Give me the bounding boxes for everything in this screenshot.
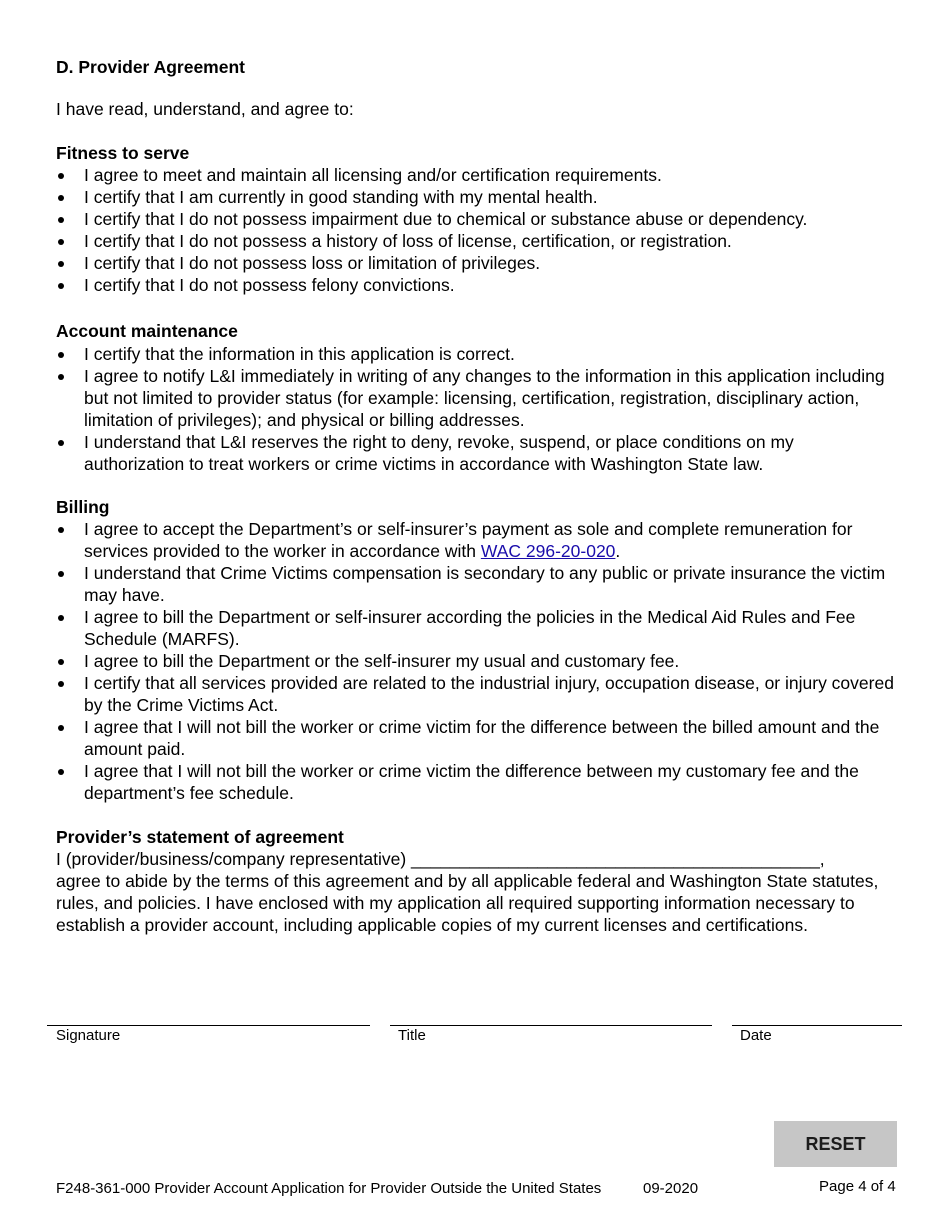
statement-heading: Provider’s statement of agreement — [56, 827, 344, 847]
reset-button[interactable]: RESET — [774, 1121, 897, 1167]
billing-heading: Billing — [56, 497, 110, 517]
footer-page: Page 4 of 4 — [819, 1178, 896, 1195]
intro-text: I have read, understand, and agree to: — [56, 99, 354, 119]
fitness-heading: Fitness to serve — [56, 143, 190, 163]
billing-item-end: . — [615, 541, 621, 561]
footer-revision: 09-2020 — [643, 1180, 699, 1197]
account-item: I certify that the information in this application is correct. — [56, 343, 896, 365]
billing-item: I certify that all services provided are related to the industrial injury, occupation disease, or injury covered by the Crime Victims Act. — [56, 672, 896, 716]
statement-body: agree to abide by the terms of this agreement and by all applicable federal and Washington State statutes, rules, and policies. I have enclosed with my application all required supporting information necessary to establish a provider account, including applicable copies of my current licenses and certifications. — [56, 871, 879, 935]
billing-item-text: I agree to accept the Department’s or self-insurer’s payment as sole and complete remuneration for services provided to the worker in accordance with — [84, 519, 853, 561]
title-line[interactable] — [390, 1025, 712, 1026]
footer-form-id: F248-361-000 Provider Account Application for Provider Outside the United States — [56, 1180, 602, 1197]
billing-list — [56, 518, 896, 804]
signature-label: Signature — [56, 1027, 121, 1044]
billing-item: I agree to bill the Department or self-insurer according the policies in the Medical Aid Rules and Fee Schedule (MARFS). — [56, 606, 896, 650]
billing-item: I agree that I will not bill the worker or crime victim the difference between my customary fee and the department’s fee schedule. — [56, 760, 896, 804]
section-title: D. Provider Agreement — [56, 57, 245, 77]
fitness-list — [56, 164, 896, 296]
title-label: Title — [398, 1027, 426, 1044]
fitness-item: I certify that I do not possess impairment due to chemical or substance abuse or dependency. — [56, 208, 896, 230]
fitness-item: I certify that I do not possess loss or limitation of privileges. — [56, 252, 896, 274]
fitness-item: I certify that I am currently in good standing with my mental health. — [56, 186, 896, 208]
wac-link[interactable]: WAC 296-20-020 — [480, 541, 616, 561]
account-list — [56, 343, 896, 475]
fitness-item: I agree to meet and maintain all licensing and/or certification requirements. — [56, 164, 896, 186]
account-heading: Account maintenance — [56, 321, 238, 341]
fitness-item: I certify that I do not possess felony convictions. — [56, 274, 896, 296]
billing-item: I agree to bill the Department or the self-insurer my usual and customary fee. — [56, 650, 896, 672]
billing-item: I agree that I will not bill the worker or crime victim for the difference between the billed amount and the amount paid. — [56, 716, 896, 760]
billing-item: I understand that Crime Victims compensation is secondary to any public or private insurance the victim may have. — [56, 562, 896, 606]
fitness-item: I certify that I do not possess a history of loss of license, certification, or registration. — [56, 230, 896, 252]
representative-line[interactable]: I (provider/business/company representative) __________________________________________, — [56, 849, 825, 869]
account-item: I understand that L&I reserves the right to deny, revoke, suspend, or place conditions on my authorization to treat workers or crime victims in accordance with Washington State law. — [56, 431, 896, 475]
account-item: I agree to notify L&I immediately in writing of any changes to the information in this application including but not limited to provider status (for example: licensing, certification, registration, disciplinary action, limitation of privileges); and physical or billing addresses. — [56, 365, 896, 431]
date-label: Date — [740, 1027, 772, 1044]
billing-item — [56, 518, 896, 562]
